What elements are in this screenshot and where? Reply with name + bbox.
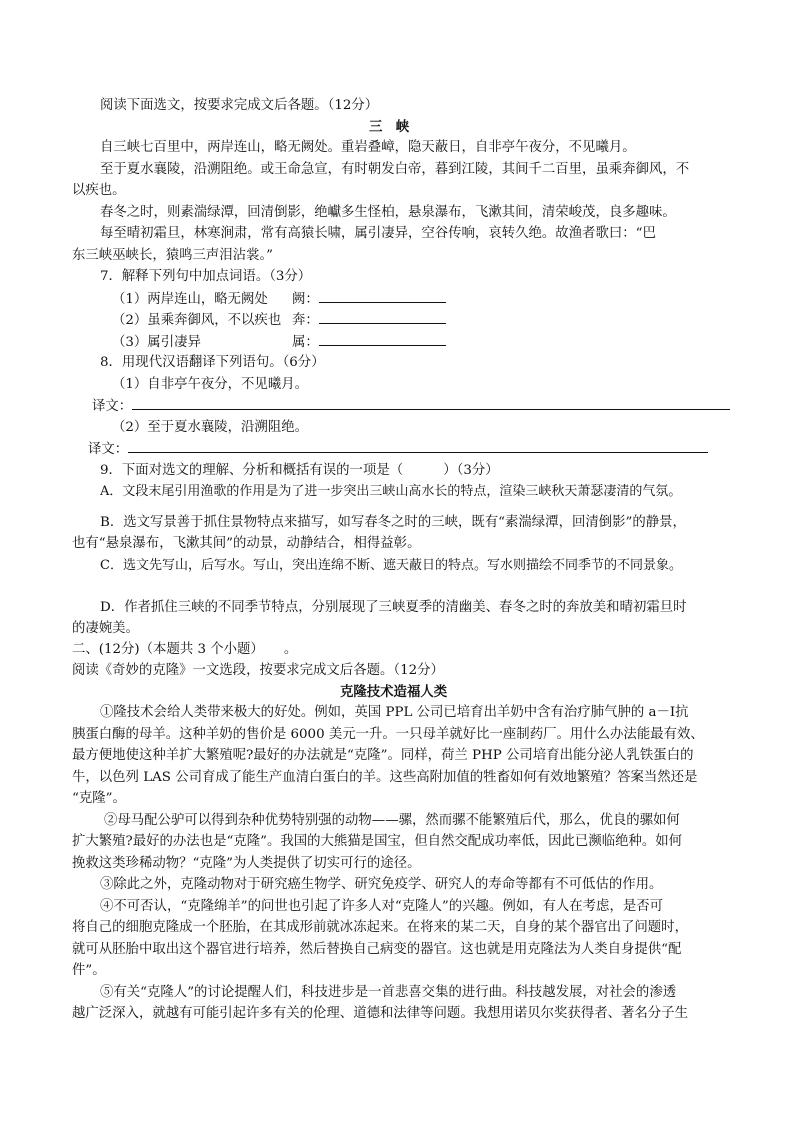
q7-sentence: （1）两岸连山，略无阙处 bbox=[112, 292, 268, 307]
translation-line bbox=[92, 396, 730, 417]
passage-paragraph-cont: 挽救这类珍稀动物？“克隆”为人类提供了切实可行的途径。 bbox=[72, 856, 421, 871]
passage-paragraph-cont: “克隆”。 bbox=[72, 791, 126, 806]
section1-intro: 阅读下面选文，按要求完成文后各题。（12分） bbox=[100, 98, 379, 113]
q7-word: 属： bbox=[292, 335, 319, 350]
passage-paragraph: ③除此之外，克隆动物对于研究癌生物学、研究免疫学、研究人的寿命等都有不可低估的作用。 bbox=[100, 877, 663, 892]
passage-paragraph-cont: 就可从胚胎中取出这个器官进行培养，然后替换自己病变的器官。这也就是用克隆法为人类自身提供“配 bbox=[72, 942, 682, 957]
q7-item bbox=[112, 310, 446, 331]
passage-paragraph-cont: 以疾也。 bbox=[72, 183, 126, 198]
q7-item bbox=[112, 289, 446, 310]
translation-label: 译文： bbox=[92, 399, 133, 414]
passage-paragraph-cont: 最方便地使这种羊扩大繁殖呢?最好的办法就是“克隆”。同样，荷兰 PHP 公司培育出能分泌人乳铁蛋白的 bbox=[72, 748, 694, 763]
answer-blank[interactable] bbox=[319, 310, 446, 324]
passage-paragraph-cont: 扩大繁殖?最好的办法也是“克隆”。我国的大熊猫是国宝，但自然交配成功率低，因此已濒临绝种。如何 bbox=[72, 834, 683, 849]
passage-paragraph-cont: 件”。 bbox=[72, 963, 106, 978]
passage-paragraph-cont: 牛，以色列 LAS 公司育成了能生产血清白蛋白的羊。这些高附加值的牲畜如何有效地繁殖？答案当然还是 bbox=[72, 770, 698, 785]
section2-title: 克隆技术造福人类 bbox=[340, 684, 448, 700]
passage-paragraph: 自三峡七百里中，两岸连山，略无阙处。重岩叠嶂，隐天蔽日，自非亭午夜分，不见曦月。 bbox=[100, 140, 636, 155]
option-d-cont: 的凄婉美。 bbox=[72, 621, 139, 636]
passage-paragraph: 每至晴初霜旦，林寒涧肃，常有高猿长啸，属引凄异，空谷传响，哀转久绝。故渔者歌曰：“巴 bbox=[100, 226, 656, 241]
q7-item bbox=[112, 332, 446, 353]
passage-paragraph: ④不可否认，“克隆绵羊”的问世也引起了许多人对“克隆人”的兴趣。例如，有人在考虑，是否可 bbox=[100, 899, 664, 914]
passage-paragraph: 春冬之时，则素湍绿潭，回清倒影，绝巘多生怪柏，悬泉瀑布，飞漱其间，清荣峻茂，良多趣味。 bbox=[100, 205, 676, 220]
option-b-cont: 也有“悬泉瀑布，飞漱其间”的动景，动静结合，相得益彰。 bbox=[72, 536, 421, 551]
q7-sentence: （3）属引凄异 bbox=[112, 335, 201, 350]
passage-paragraph: 至于夏水襄陵，沿溯阻绝。或王命急宣，有时朝发白帝，暮到江陵，其间千二百里，虽乘奔御风，不 bbox=[100, 162, 690, 177]
option-d: D．作者抓住三峡的不同季节特点，分别展现了三峡夏季的清幽美、春冬之时的奔放美和晴初霜旦时 bbox=[100, 600, 687, 615]
q7-sentence: （2）虽乘奔御风，不以疾也 bbox=[112, 313, 282, 328]
passage-paragraph: ①隆技术会给人类带来极大的好处。例如，英国 PPL 公司已培育出羊奶中含有治疗肺气肿的 a－Ⅰ抗 bbox=[100, 705, 689, 720]
q8-sentence: （1）自非亭午夜分，不见曦月。 bbox=[112, 377, 308, 392]
passage-paragraph-cont: 胰蛋白酶的母羊。这种羊奶的售价是 6000 美元一升。一只母羊就好比一座制药厂。用什么办法能最有效、 bbox=[72, 727, 704, 742]
question-7: 7．解释下列句中加点词语。（3分） bbox=[100, 269, 312, 284]
translation-blank[interactable] bbox=[128, 439, 708, 453]
option-b: B．选文写景善于抓住景物特点来描写，如写春冬之时的三峡，既有“素湍绿潭，回清倒影”的静景， bbox=[100, 515, 686, 530]
translation-line bbox=[88, 439, 708, 460]
section2-intro: 阅读《奇妙的克隆》一文选段，按要求完成文后各题。（12分） bbox=[72, 663, 444, 678]
q7-word: 奔： bbox=[292, 313, 319, 328]
passage-paragraph: ②母马配公驴可以得到杂种优势特别强的动物——骡，然而骡不能繁殖后代，那么，优良的骡如何 bbox=[104, 813, 680, 828]
answer-blank[interactable] bbox=[319, 332, 446, 346]
translation-label: 译文： bbox=[88, 442, 129, 457]
question-8: 8．用现代汉语翻译下列语句。（6分） bbox=[100, 355, 325, 370]
option-c: C．选文先写山，后写水。写山，突出连绵不断、遮天蔽日的特点。写水则描绘不同季节的不同景象。 bbox=[100, 558, 682, 573]
option-a: A．文段末尾引用渔歌的作用是为了进一步突出三峡山高水长的特点，渲染三峡秋天萧瑟凄清的气氛。 bbox=[100, 484, 682, 499]
q7-word: 阙： bbox=[292, 292, 319, 307]
passage-paragraph: ⑤有关“克隆人”的讨论提醒人们，科技进步是一首悲喜交集的进行曲。科技越发展，对社会的渗透 bbox=[100, 985, 677, 1000]
section1-title: 三 峡 bbox=[369, 119, 410, 135]
section2-header: 二、(12分)（本题共 3 个小题） 。 bbox=[72, 642, 298, 657]
passage-paragraph-cont: 越广泛深入，就越有可能引起许多有关的伦理、道德和法律等问题。我想用诺贝尔奖获得者、著名分子生 bbox=[72, 1006, 688, 1021]
passage-paragraph-cont: 将自己的细胞克隆成一个胚胎，在其成形前就冰冻起来。在将来的某二天，自身的某个器官出了问题时， bbox=[72, 920, 688, 935]
answer-blank[interactable] bbox=[319, 289, 446, 303]
passage-paragraph-cont: 东三峡巫峡长，猿鸣三声泪沾裳。” bbox=[72, 248, 274, 263]
q8-sentence: （2）至于夏水襄陵，沿溯阻绝。 bbox=[112, 420, 308, 435]
translation-blank[interactable] bbox=[132, 396, 730, 410]
question-9: 9．下面对选文的理解、分析和概括有误的一项是（ ）（3分） bbox=[100, 463, 499, 478]
